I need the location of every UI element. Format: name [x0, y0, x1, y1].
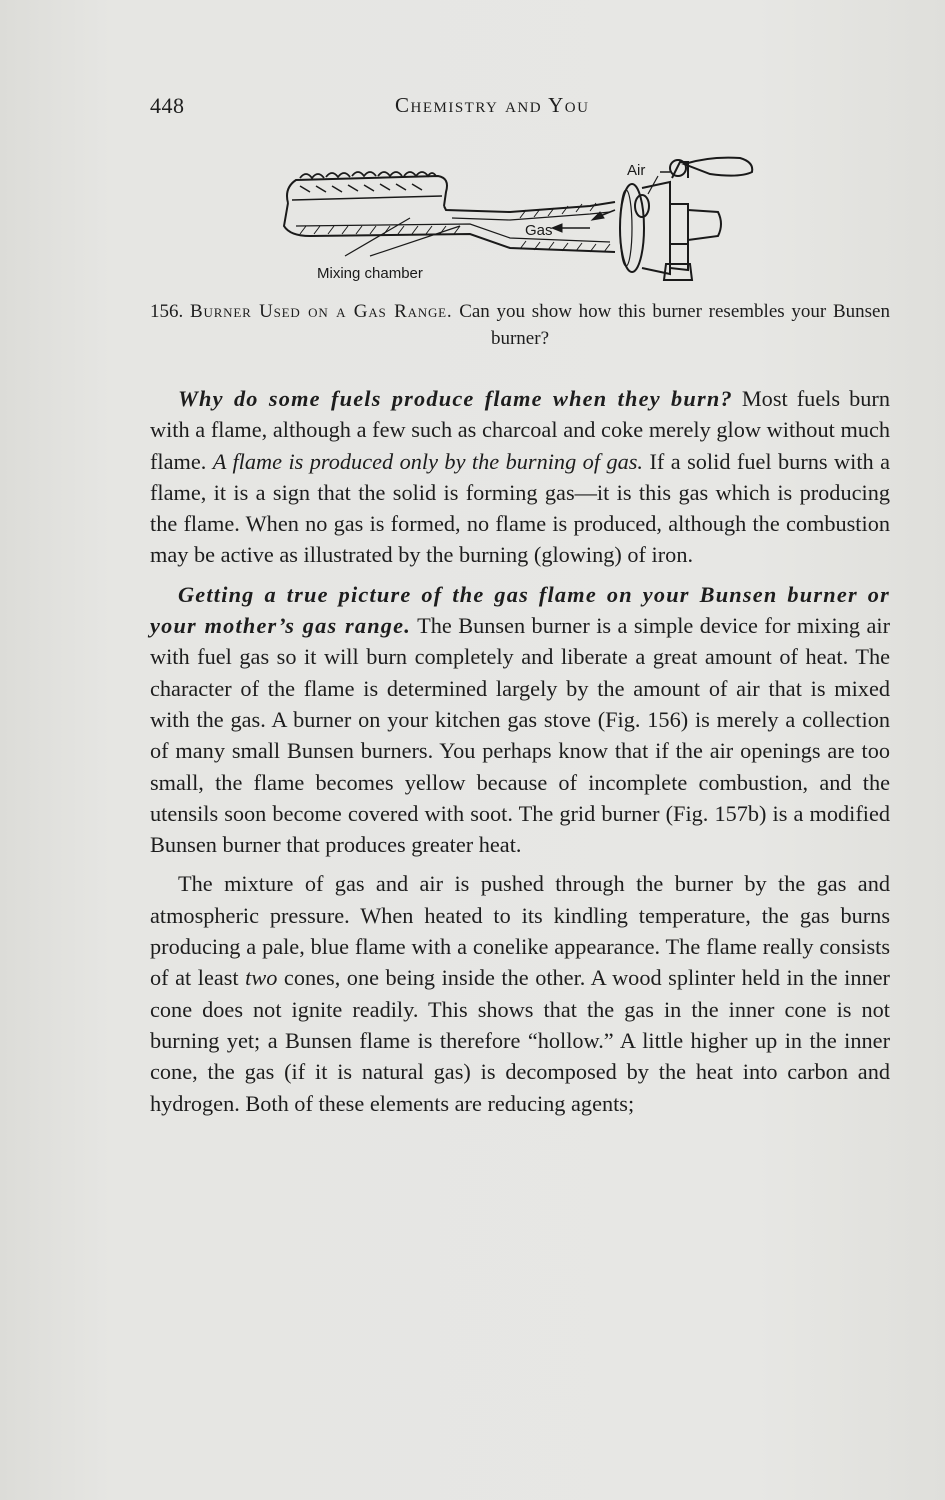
paragraph-text: cones, one being inside the other. A wood splinter held in the inner cone does not ignite readily. This shows that the gas in the inner cone is not burning yet; a Bunsen flame is therefore “hollow.” A little higher up in the inner cone, the gas (if it is natural gas) is decomposed by the heat into carbon and hydrogen. Both of these elements are reducing agents; [150, 965, 890, 1116]
caption-number: 156. [150, 301, 184, 322]
running-title: Chemistry and You [395, 93, 590, 117]
caption-text: Can you show how this burner resembles your Bunsen burner? [459, 301, 890, 349]
paragraph-flame [150, 383, 890, 571]
paragraph-text: The Bunsen burner is a simple device for mixing air with fuel gas so it will burn completely and liberate a great amount of heat. The character of the flame is determined largely by the amount of air that is mixed with the gas. A burner on your kitchen gas stove (Fig. 156) is merely a collection of many small Bunsen burners. You perhaps know that if the air openings are too small, the flame becomes yellow because of incomplete combustion, and the utensils soon become covered with soot. The grid burner (Fig. 157b) is a modified Bunsen burner that produces greater heat. [150, 613, 891, 858]
mixing-chamber-label: Mixing chamber [317, 265, 423, 282]
paragraph-text: Most fuels burn with a flame, although a few such as charcoal and coke merely glow without much flame. [150, 386, 890, 474]
caption-title: Burner Used on a Gas Range. [190, 301, 453, 322]
gas-label: Gas [525, 222, 553, 239]
burner-figure [270, 148, 770, 288]
paragraph-heading: Why do some fuels produce flame when they burn? [178, 386, 733, 411]
gas-flow-arrow [552, 210, 615, 232]
figure-caption [150, 298, 890, 352]
burner-head [287, 172, 447, 206]
paragraph-text: If a solid fuel burns with a flame, it is a sign that the solid is forming gas—it is this gas which is producing the flame. When no gas is formed, no flame is produced, although the combustion may be active as illustrated by the burning (glowing) of iron. [150, 448, 891, 568]
paragraph-mixture [150, 868, 890, 1118]
paragraph-gas-flame [150, 579, 890, 861]
page-number: 448 [150, 93, 185, 118]
paragraph-text: The mixture of gas and air is pushed through the burner by the gas and atmospheric pressure. When heated to its kindling temperature, the gas burns producing a pale, blue flame with a conelike appearance. The flame really consists of at least [150, 871, 890, 991]
paragraph-emphasis: A flame is produced only by the burning of gas. [212, 448, 644, 474]
body-text [150, 383, 890, 1127]
air-label: Air [627, 162, 646, 179]
paragraph-heading: Getting a true picture of the gas flame on your Bunsen burner or your mother’s gas range. [150, 581, 890, 639]
gas-range-burner-illustration [270, 148, 770, 288]
page-header [150, 93, 890, 123]
paragraph-emphasis: two [245, 965, 278, 991]
mixing-tube [284, 202, 615, 252]
